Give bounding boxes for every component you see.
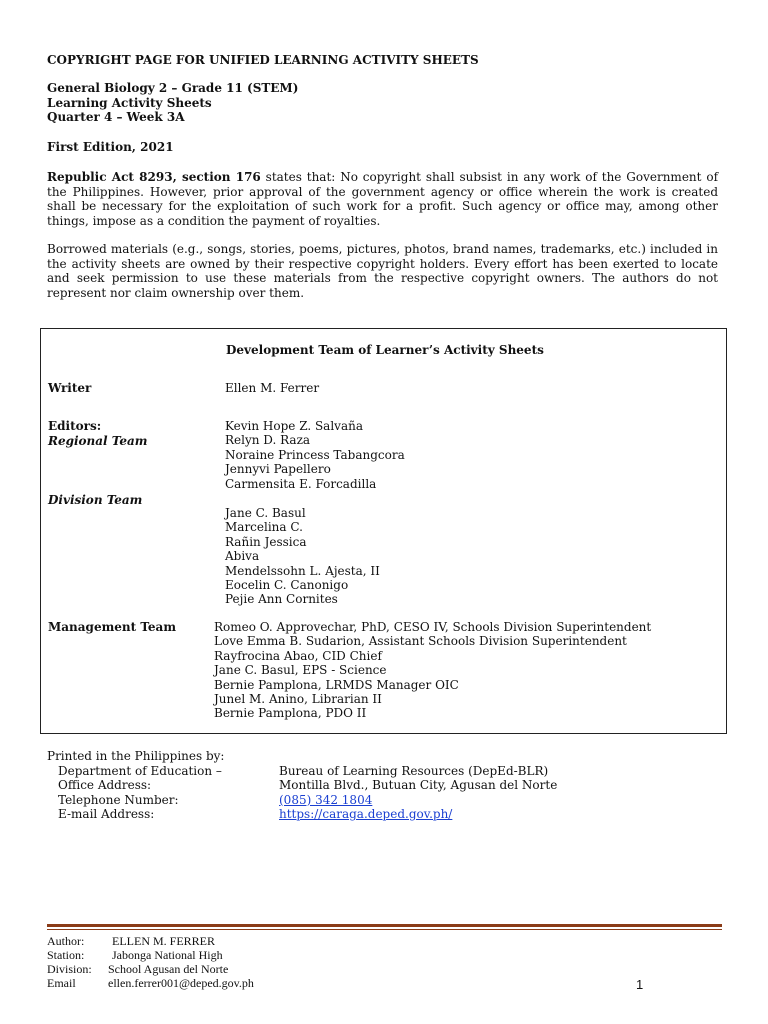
list-item: Bernie Pamplona, PDO II — [214, 706, 367, 721]
copyright-paragraph — [47, 170, 718, 228]
page-number: 1 — [636, 977, 644, 992]
borrowed-materials-paragraph: Borrowed materials (e.g., songs, stories, poems, pictures, photos, brand names, trademarks, etc.) included in the activity sheets are owned by their respective copyright holders. Every effort has been exerted to locate and seek permission to use these materials from the respective copyright owners. The authors do not represent nor claim ownership over them. — [47, 242, 718, 300]
list-item: Love Emma B. Sudarion, Assistant Schools Division Superintendent — [214, 634, 627, 649]
team-heading: Development Team of Learner’s Activity Sheets — [226, 343, 544, 357]
edition: First Edition, 2021 — [47, 140, 174, 154]
telephone-link[interactable]: (085) 342 1804 — [279, 792, 373, 807]
division-team-label: Division Team — [48, 493, 143, 507]
office-address-label: Office Address: — [58, 778, 152, 792]
editors-label: Editors: — [48, 419, 102, 433]
page-title: COPYRIGHT PAGE FOR UNIFIED LEARNING ACTIVITY SHEETS — [47, 53, 479, 67]
list-item: Mendelssohn L. Ajesta, II — [225, 563, 380, 578]
management-team-label: Management Team — [48, 620, 177, 634]
list-item: Relyn D. Raza — [225, 433, 311, 448]
republic-act-reference: Republic Act 8293, section 176 — [47, 170, 261, 184]
course-title: General Biology 2 – Grade 11 (STEM) — [47, 81, 299, 95]
quarter-week: Quarter 4 – Week 3A — [47, 110, 185, 124]
list-item: Rayfrocina Abao, CID Chief — [214, 648, 382, 663]
regional-team-label: Regional Team — [48, 434, 148, 448]
list-item: Carmensita E. Forcadilla — [225, 476, 377, 491]
printed-heading: Printed in the Philippines by: — [47, 749, 225, 763]
list-item: Jane C. Basul, EPS - Science — [214, 663, 387, 678]
list-item: Kevin Hope Z. Salvaña — [225, 419, 363, 433]
division-team-list — [225, 506, 380, 607]
list-item: Junel M. Anino, Librarian II — [214, 691, 382, 706]
office-address-value: Montilla Blvd., Butuan City, Agusan del Norte — [279, 778, 558, 792]
document-type: Learning Activity Sheets — [47, 95, 212, 110]
telephone-label: Telephone Number: — [58, 792, 179, 807]
email-label: E-mail Address: — [58, 807, 155, 821]
list-item: Bernie Pamplona, LRMDS Manager OIC — [214, 677, 459, 692]
website-link[interactable]: https://caraga.deped.gov.ph/ — [279, 807, 453, 821]
regional-team-list — [225, 419, 405, 491]
list-item: Pejie Ann Cornites — [225, 592, 338, 607]
footer-author-value: ELLEN M. FERRER — [112, 934, 216, 948]
management-team-list — [214, 620, 651, 721]
footer-email-value: ellen.ferrer001@deped.gov.ph — [108, 976, 254, 990]
list-item: Jennyvi Papellero — [225, 462, 331, 477]
footer-author-label: Author: — [47, 934, 85, 948]
department-value: Bureau of Learning Resources (DepEd-BLR) — [279, 764, 549, 778]
list-item: Rañin Jessica — [225, 534, 307, 549]
footer-rule-thick — [47, 924, 722, 927]
department-label: Department of Education – — [58, 764, 222, 778]
development-team-box — [40, 328, 727, 734]
list-item: Eocelin C. Canonigo — [225, 577, 349, 592]
footer-division-value: School Agusan del Norte — [108, 962, 229, 976]
footer-rule-thin — [47, 929, 722, 930]
list-item: Noraine Princess Tabangcora — [225, 447, 405, 462]
writer-name: Ellen M. Ferrer — [225, 381, 320, 395]
list-item: Abiva — [225, 549, 260, 564]
footer-station-value: Jabonga National High — [112, 948, 223, 962]
footer-email-label: Email — [47, 976, 76, 990]
list-item: Jane C. Basul — [225, 506, 306, 520]
footer-station-label: Station: — [47, 948, 85, 962]
list-item: Marcelina C. — [225, 520, 303, 535]
list-item: Romeo O. Approvechar, PhD, CESO IV, Schools Division Superintendent — [214, 620, 652, 634]
republic-act-text: states that: No copyright shall subsist in any work of the Government of the Philippines. However, prior approval of the government agency or office wherein the work is created shall be necessary for the exploitation of such work for a profit. Such agency or office may, among other things, impose as a condition the payment of royalties. — [47, 170, 719, 228]
footer-division-label: Division: — [47, 962, 92, 976]
writer-label: Writer — [48, 381, 92, 395]
